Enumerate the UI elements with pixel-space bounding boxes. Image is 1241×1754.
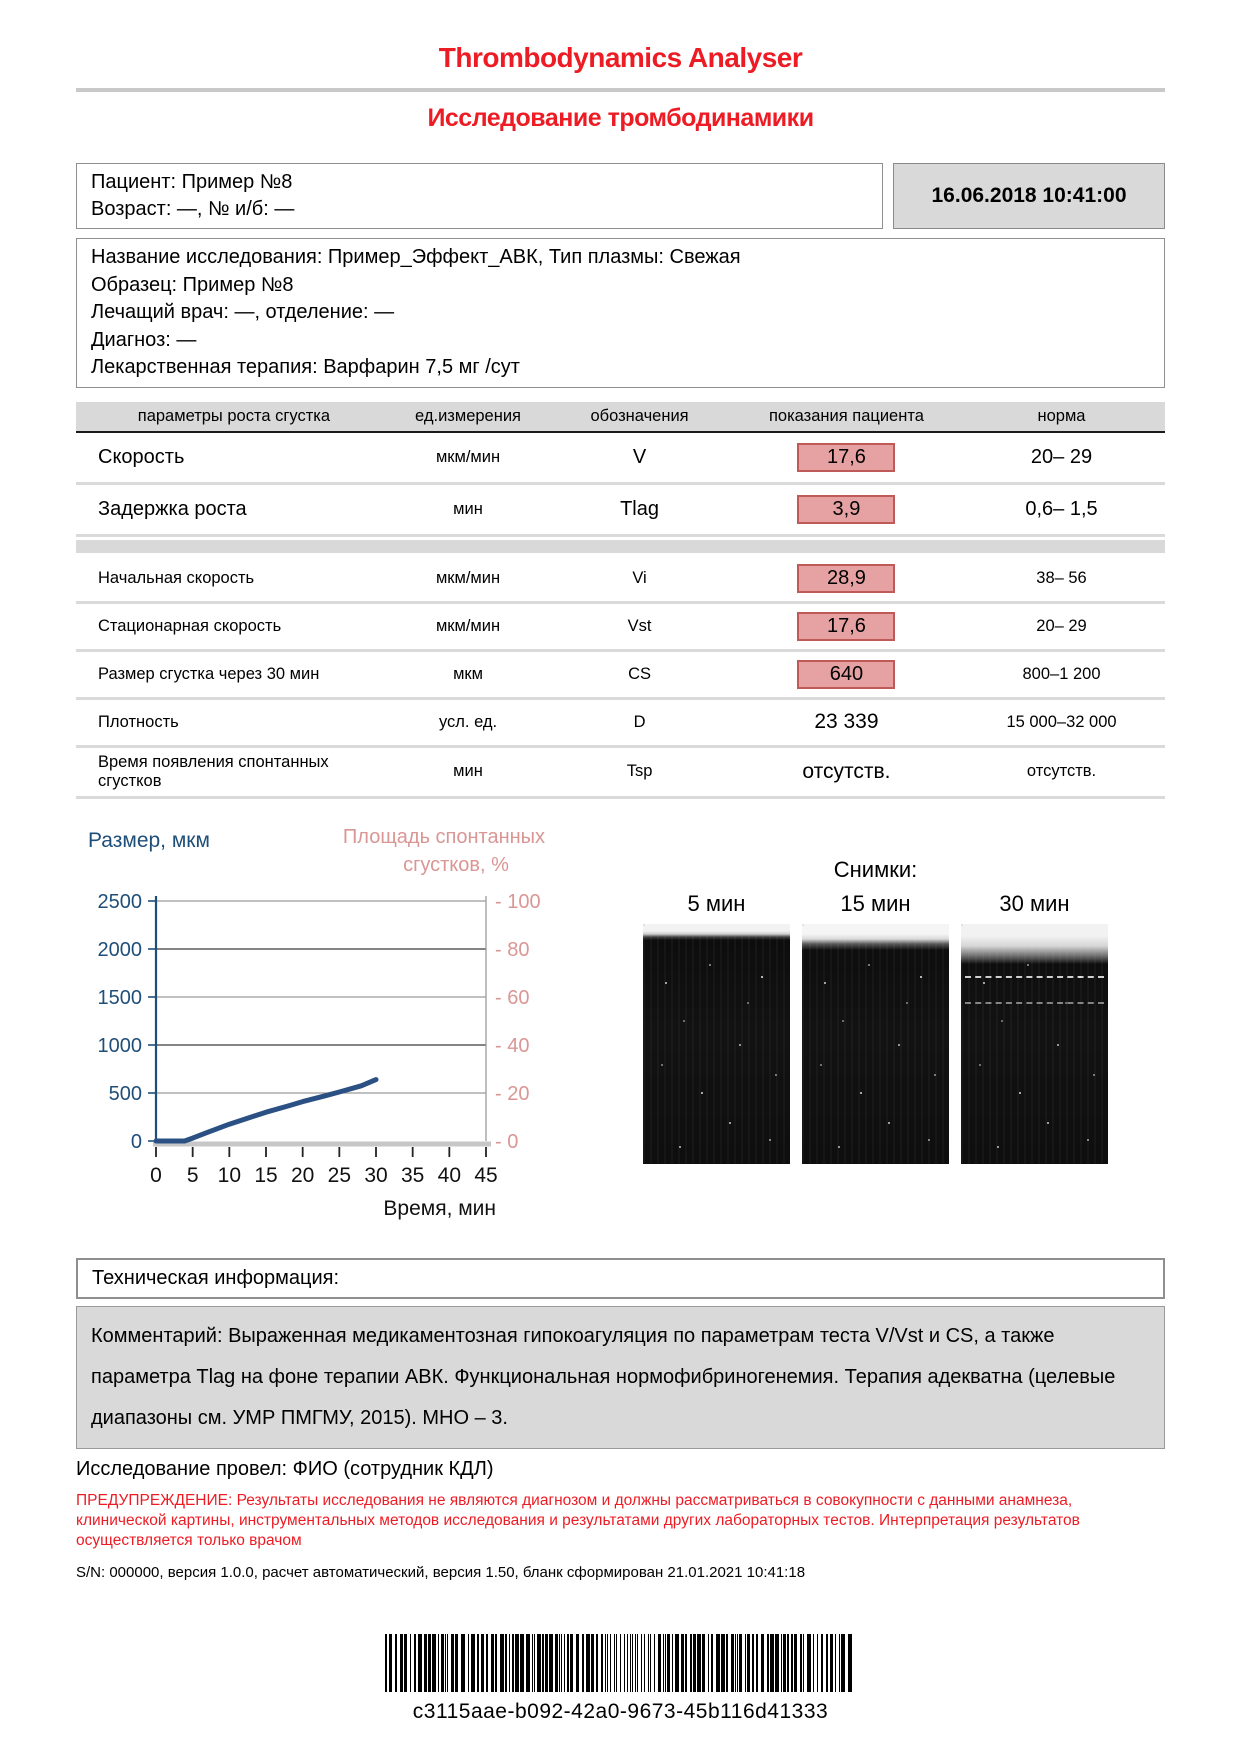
study-line: Диагноз: — <box>91 328 197 351</box>
patient-info-box <box>76 163 883 229</box>
patient-value-cell <box>735 612 958 641</box>
param-unit: мкм/мин <box>435 616 501 635</box>
svg-text:500: 500 <box>108 1082 142 1105</box>
patient-name-line: Пациент: Пример №8 <box>91 171 293 193</box>
patient-value-flagged: 640 <box>797 660 895 689</box>
photo-strip <box>586 891 1165 1164</box>
growth-chart <box>76 813 586 1228</box>
param-symbol: CS <box>628 664 651 683</box>
svg-text:Размер, мкм: Размер, мкм <box>88 828 210 852</box>
table-row <box>76 433 1165 485</box>
param-unit: мкм/мин <box>435 568 501 587</box>
clot-band <box>643 924 790 940</box>
patient-value: 23 339 <box>814 710 879 734</box>
photo-specks <box>643 924 645 926</box>
param-unit: усл. ед. <box>438 712 498 731</box>
param-name: Стационарная скорость <box>98 616 282 635</box>
serial-info: S/N: 000000, версия 1.0.0, расчет автоматический, версия 1.50, бланк сформирован 21.01.2021 10:41:18 <box>76 1564 806 1582</box>
svg-text:- 40: - 40 <box>495 1034 530 1057</box>
svg-text:Время, мин: Время, мин <box>383 1196 496 1220</box>
norm-value: 0,6– 1,5 <box>1025 497 1098 520</box>
patient-value-cell <box>735 660 958 689</box>
header-cell: ед.измерения <box>415 406 521 425</box>
table-body <box>76 433 1165 799</box>
snapshot-photo <box>961 924 1108 1164</box>
study-line: Лекарственная терапия: Варфарин 7,5 мг /сут <box>91 356 520 379</box>
patient-value-flagged: 28,9 <box>797 564 895 593</box>
clot-band <box>961 924 1108 964</box>
header-cell: показания пациента <box>768 406 924 425</box>
svg-text:2500: 2500 <box>97 890 142 913</box>
table-row <box>76 748 1165 799</box>
norm-value: 20– 29 <box>1036 616 1087 635</box>
norm-value: 15 000–32 000 <box>1006 712 1117 731</box>
param-name: Время появления спонтанных сгустков <box>98 752 329 790</box>
norm-value: 20– 29 <box>1030 445 1093 468</box>
param-name: Скорость <box>98 445 185 468</box>
svg-text:20: 20 <box>290 1163 315 1187</box>
table-row <box>76 700 1165 748</box>
svg-text:- 0: - 0 <box>495 1130 519 1153</box>
svg-text:сгустков, %: сгустков, % <box>403 853 509 876</box>
norm-value: 800–1 200 <box>1022 664 1101 683</box>
patient-age-line: Возраст: —, № и/б: — <box>91 198 295 220</box>
param-unit: мкм <box>453 664 483 683</box>
barcode <box>0 1634 1241 1697</box>
snapshots-title: Снимки: <box>833 856 918 882</box>
snapshots-section <box>586 813 1165 1164</box>
header-cell: параметры роста сгустка <box>137 406 331 425</box>
report-title: Исследование тромбодинамики <box>427 104 814 132</box>
svg-text:35: 35 <box>400 1163 425 1187</box>
svg-text:- 100: - 100 <box>495 890 541 913</box>
comment-box: Комментарий: Выраженная медикаментозная гипокоагуляция по параметрам теста V/Vst и CS, а также параметра Tlag на фоне терапии АВК. Функциональная нормофибриногенемия. Терапия адекватна (целевые диапазоны см. УМР ПМГМУ, 2015). МНО – 3. <box>76 1306 1165 1449</box>
study-info-box <box>76 238 1165 388</box>
param-name: Начальная скорость <box>98 568 255 587</box>
patient-value-cell <box>735 495 958 524</box>
param-name: Плотность <box>98 712 179 731</box>
svg-text:5: 5 <box>186 1163 199 1187</box>
photo-specks <box>961 924 963 926</box>
snapshot-column <box>961 891 1108 1164</box>
svg-text:15: 15 <box>254 1163 278 1187</box>
growth-curve-svg <box>76 813 586 1223</box>
param-name: Размер сгустка через 30 мин <box>98 664 320 683</box>
svg-text:10: 10 <box>217 1163 242 1187</box>
svg-text:25: 25 <box>327 1163 352 1187</box>
norm-value: 38– 56 <box>1036 568 1087 587</box>
table-header-row <box>76 402 1165 433</box>
patient-value: отсутств. <box>802 759 891 783</box>
clot-band <box>802 924 949 950</box>
svg-text:45: 45 <box>474 1163 498 1187</box>
svg-text:2000: 2000 <box>97 938 142 961</box>
svg-text:- 60: - 60 <box>495 986 530 1009</box>
barcode-text: c3115aae-b092-42a0-9673-45b116d41333 <box>412 1700 829 1723</box>
param-symbol: Tsp <box>626 762 653 781</box>
param-symbol: Vi <box>632 568 647 587</box>
svg-text:Площадь спонтанных: Площадь спонтанных <box>342 825 546 848</box>
snapshot-label: 30 мин <box>999 890 1070 916</box>
study-line: Лечащий врач: —, отделение: — <box>91 301 395 324</box>
param-symbol: Vst <box>627 616 652 635</box>
patient-value-flagged: 17,6 <box>797 612 895 641</box>
patient-header-row <box>76 163 1165 229</box>
header-cell: норма <box>1037 406 1086 425</box>
svg-text:0: 0 <box>150 1163 162 1187</box>
svg-text:0: 0 <box>130 1130 142 1153</box>
app-title: Thrombodynamics Analyser <box>438 42 803 73</box>
barcode-area <box>0 1634 1241 1724</box>
snapshot-label: 5 мин <box>687 890 746 916</box>
table-row <box>76 556 1165 604</box>
svg-text:30: 30 <box>364 1163 388 1187</box>
norm-value: отсутств. <box>1026 762 1097 781</box>
tech-info-box: Техническая информация: <box>76 1258 1165 1299</box>
param-unit: мкм/мин <box>435 447 501 466</box>
param-unit: мин <box>453 499 483 518</box>
measure-dash-line <box>965 976 1104 978</box>
table-row <box>76 652 1165 700</box>
param-name: Задержка роста <box>98 497 247 520</box>
visualization-row <box>76 813 1165 1228</box>
study-line: Образец: Пример №8 <box>91 273 294 296</box>
header-cell: обозначения <box>590 406 689 425</box>
svg-text:40: 40 <box>437 1163 462 1187</box>
performed-by: Исследование провел: ФИО (сотрудник КДЛ) <box>76 1457 494 1480</box>
measure-dash-line <box>965 1002 1104 1004</box>
study-line: Название исследования: Пример_Эффект_АВК, Тип плазмы: Свежая <box>91 246 741 268</box>
param-unit: мин <box>453 762 483 781</box>
patient-value-flagged: 3,9 <box>797 495 895 524</box>
parameters-table <box>76 402 1165 799</box>
param-symbol: V <box>632 445 647 468</box>
header-divider <box>76 88 1165 92</box>
patient-value-cell <box>735 564 958 593</box>
warning-text: ПРЕДУПРЕЖДЕНИЕ: Результаты исследования не являются диагнозом и должны рассматриваться в совокупности с данными анамнеза, клинической картины, инструментальных методов исследования и результатами других лабораторных тестов. Интерпретация результатов осуществляется только врачом <box>76 1491 1080 1549</box>
patient-value-cell <box>735 443 958 472</box>
snapshot-column <box>643 891 790 1164</box>
svg-text:- 80: - 80 <box>495 938 530 961</box>
svg-text:- 20: - 20 <box>495 1082 530 1105</box>
table-row <box>76 485 1165 537</box>
patient-value-cell <box>735 710 958 734</box>
snapshot-label: 15 мин <box>840 890 911 916</box>
snapshot-column <box>802 891 949 1164</box>
table-row <box>76 604 1165 652</box>
patient-value-flagged: 17,6 <box>797 443 895 472</box>
snapshot-photo <box>643 924 790 1164</box>
study-datetime: 16.06.2018 10:41:00 <box>893 163 1165 229</box>
svg-text:1500: 1500 <box>97 986 142 1009</box>
param-symbol: D <box>633 712 646 731</box>
patient-value-cell <box>735 760 958 784</box>
svg-text:1000: 1000 <box>97 1034 142 1057</box>
param-symbol: Tlag <box>620 497 659 520</box>
table-separator <box>76 540 1165 553</box>
snapshot-photo <box>802 924 949 1164</box>
photo-specks <box>802 924 804 926</box>
